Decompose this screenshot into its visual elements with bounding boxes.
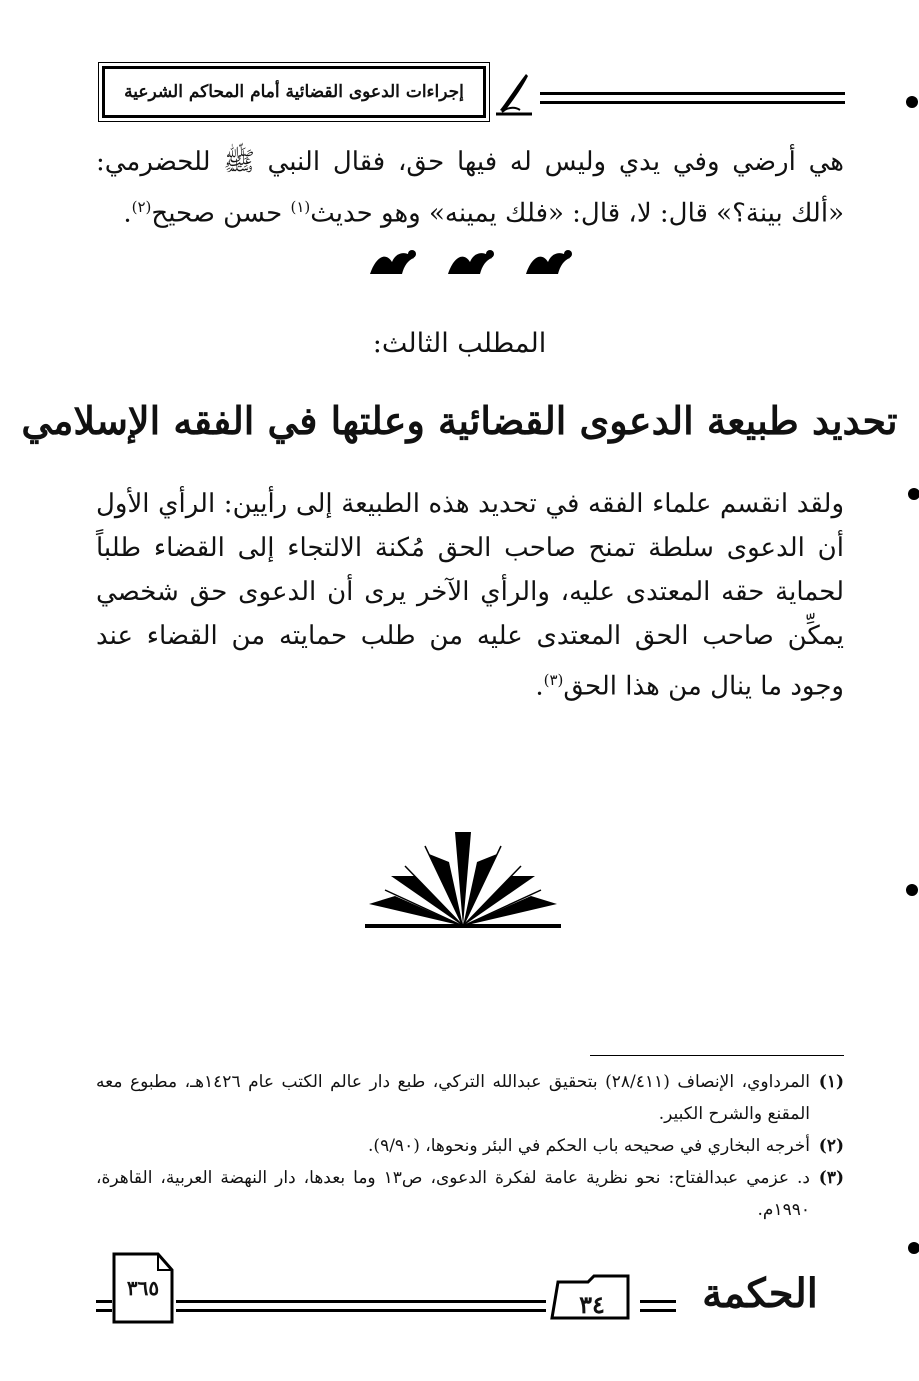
issue-number: ٣٤ xyxy=(579,1290,605,1319)
running-title: إجراءات الدعوى القضائية أمام المحاكم الشرعية xyxy=(124,82,464,102)
margin-dot xyxy=(908,488,919,500)
page-number: ٣٦٥ xyxy=(126,1276,160,1300)
footnote-item: (٢) أخرجه البخاري في صحيحه باب الحكم في البئر ونحوها، (٩/٩٠). xyxy=(368,1136,844,1156)
quill-pen-icon xyxy=(492,70,536,118)
section-title: تحديد طبيعة الدعوى القضائية وعلتها في الفقه الإسلامي xyxy=(21,398,898,443)
body-paragraph: ولقد انقسم علماء الفقه في تحديد هذه الطبيعة إلى رأيين: الرأي الأول أن الدعوى سلطة تمنح صاحب الحق مُكنة الالتجاء إلى القضاء طلباً لحماية حقه المعتدى عليه، والرأي الآخر يرى أن الدعوى حق شخصي يمكِّن صاحب الحق المعتدى عليه من طلب حمايته من القضاء عند وجود ما ينال من هذا الحق$^{(٣)}$. xyxy=(96,489,844,702)
margin-dot xyxy=(906,96,918,108)
sunburst-ornament xyxy=(365,830,561,930)
footnote-ref-1: (١) xyxy=(290,198,311,216)
running-header xyxy=(102,66,486,118)
section-subheading: المطلب الثالث: xyxy=(372,328,547,359)
margin-dot xyxy=(908,1242,919,1254)
intro-paragraph: هي أرضي وفي يدي وليس له فيها حق، فقال النبي ﷺ للحضرمي: «ألك بينة؟» قال: لا، قال: «فلك يمينه» وهو حديث$^{(١)}$ حسن صحيح$^{(٢)}$. xyxy=(96,147,844,229)
footnote-item: (٣) د. عزمي عبدالفتاح: نحو نظرية عامة لفكرة الدعوى، ص١٣ وما بعدها، دار النهضة العربية، القاهرة، ١٩٩٠م. xyxy=(96,1168,844,1220)
footnote-ref-3: (٣) xyxy=(543,671,564,689)
section-divider-ornament xyxy=(360,240,580,280)
footnote-separator xyxy=(590,1055,844,1056)
footer-rule xyxy=(640,1300,676,1312)
footnote-item: (١) المرداوي، الإنصاف (٢٨/٤١١) بتحقيق عبدالله التركي، طبع دار عالم الكتب عام ١٤٢٦هـ، مطبوع معه المقنع والشرح الكبير. xyxy=(96,1072,844,1124)
magazine-logo: الحكمة xyxy=(702,1270,818,1317)
footnote-ref-2: (٢) xyxy=(131,198,152,216)
footer-rule xyxy=(176,1300,546,1312)
header-rule xyxy=(540,92,845,104)
footer-rule xyxy=(96,1300,112,1312)
footnotes xyxy=(96,1066,844,1226)
margin-dot xyxy=(906,884,918,896)
